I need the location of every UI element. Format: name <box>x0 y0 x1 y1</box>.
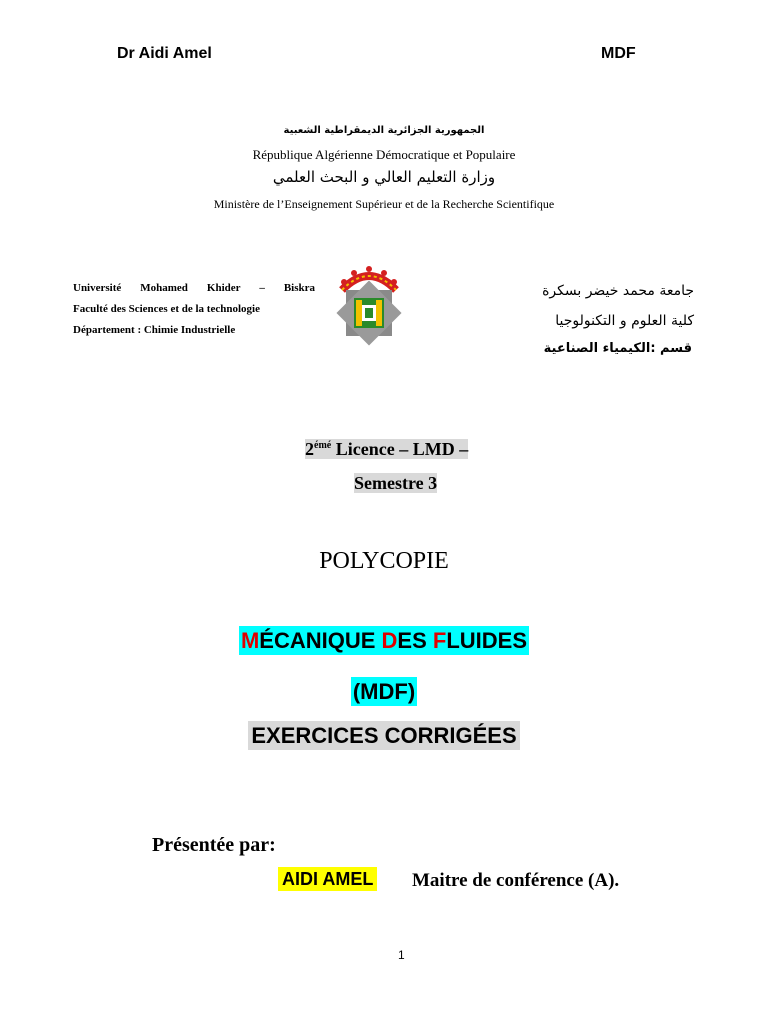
course-abbr: (MDF) <box>352 679 416 704</box>
level-number: $2^{émé}$ Licence – LMD – <box>305 439 469 459</box>
university-ar-line2: كلية العلوم و التكنولوجيا <box>555 313 694 329</box>
header-author: Dr Aidi Amel <box>117 45 212 62</box>
university-fr-line3: Département : Chimie Industrielle <box>73 324 236 336</box>
university-ar-line1: جامعة محمد خيضر بسكرة <box>542 283 694 299</box>
university-fr-line2: Faculté des Sciences et de la technologie <box>73 303 260 315</box>
university-ar-line3: قسم :الكيمياء الصناعية <box>543 341 692 356</box>
republic-arabic: الجمهورية الجزائرية الديمقراطية الشعبية <box>283 125 485 136</box>
course-title: MÉCANIQUE DES FLUIDES <box>240 628 528 653</box>
university-logo <box>332 260 406 348</box>
ministry-french: Ministère de l’Enseignement Supérieur et de la Recherche Scientifique <box>213 197 555 211</box>
header-code: MDF <box>601 45 636 62</box>
university-fr-line1: Université Mohamed Khider – Biskra <box>73 282 315 294</box>
course-subtitle: EXERCICES CORRIGÉES <box>0 723 768 749</box>
page-number: 1 <box>398 948 405 962</box>
doc-type: POLYCOPIE <box>319 548 449 574</box>
semester: Semestre 3 <box>354 473 438 493</box>
presenter-label: Présentée par: <box>152 834 276 856</box>
ministry-arabic: وزارة التعليم العالي و البحث العلمي <box>272 168 496 186</box>
level-line <box>305 439 468 460</box>
presenter-name: AIDI AMEL <box>278 869 377 890</box>
presenter-title: Maitre de conférence (A). <box>412 870 620 891</box>
republic-french: République Algérienne Démocratique et Populaire <box>252 147 516 162</box>
